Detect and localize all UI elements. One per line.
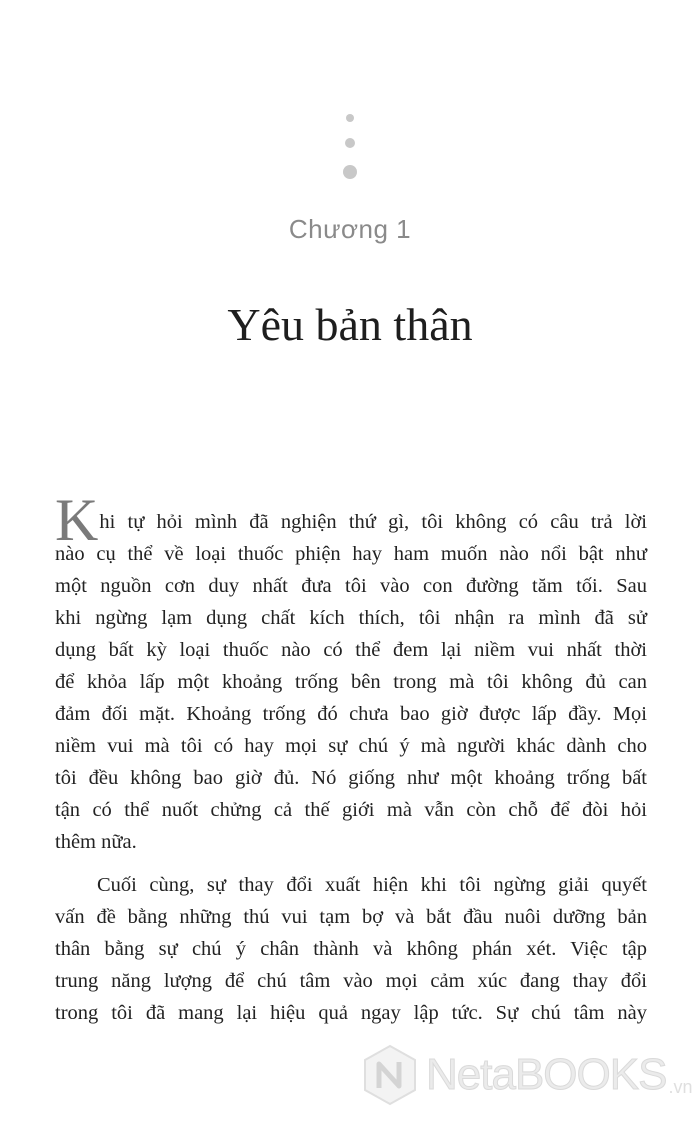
text-line: tận có thể nuốt chửng cả thế giới mà vẫn còn chỗ để đòi hỏi [55,799,647,821]
text-line-content: hi tự hỏi mình đã nghiện thứ gì, tôi không có câu trả lời [99,511,647,533]
text-line: Cuối cùng, sự thay đổi xuất hiện khi tôi ngừng giải quyết [97,874,647,896]
text-line: trong tôi đã mang lại hiệu quả ngay lập tức. Sự chú tâm này [55,1002,647,1024]
text-line: vấn đề bằng những thú vui tạm bợ và bắt đầu nuôi dưỡng bản [55,906,647,928]
ornament-dot [343,165,357,179]
text-line: trung năng lượng để chú tâm vào mọi cảm xúc đang thay đổi [55,970,647,992]
netabooks-logo-icon [362,1044,418,1106]
text-line: đảm đối mặt. Khoảng trống đó chưa bao giờ được lấp đầy. Mọi [55,703,647,725]
text-line [55,487,647,553]
paragraph-2 [55,869,647,1029]
text-line: tôi đều không bao giờ đủ. Nó giống như một khoảng trống bất [55,767,647,789]
text-line: niềm vui mà tôi có hay mọi sự chú ý mà người khác dành cho [55,735,647,757]
watermark-suffix: .vn [668,1077,693,1097]
text-line: nào cụ thể về loại thuốc phiện hay ham muốn nào nổi bật như [55,543,647,565]
text-line: thân bằng sự chú ý chân thành và không phán xét. Việc tập [55,938,647,960]
text-line: để khỏa lấp một khoảng trống bên trong mà tôi không đủ can [55,671,647,693]
text-line: khi ngừng lạm dụng chất kích thích, tôi nhận ra mình đã sử [55,607,647,629]
ornament-dot [346,114,354,122]
paragraph-1 [55,487,647,858]
netabooks-watermark [362,1044,692,1106]
text-line: thêm nữa. [55,831,137,853]
drop-cap: K [55,487,99,553]
watermark-brand: NetaBOOKS [426,1050,667,1099]
text-line: dụng bất kỳ loại thuốc nào có thể đem lại niềm vui nhất thời [55,639,647,661]
ornament-dot [345,138,355,148]
chapter-title: Yêu bản thân [227,299,473,350]
text-line: một nguồn cơn duy nhất đưa tôi vào con đường tăm tối. Sau [55,575,647,597]
chapter-label: Chương 1 [288,214,412,244]
